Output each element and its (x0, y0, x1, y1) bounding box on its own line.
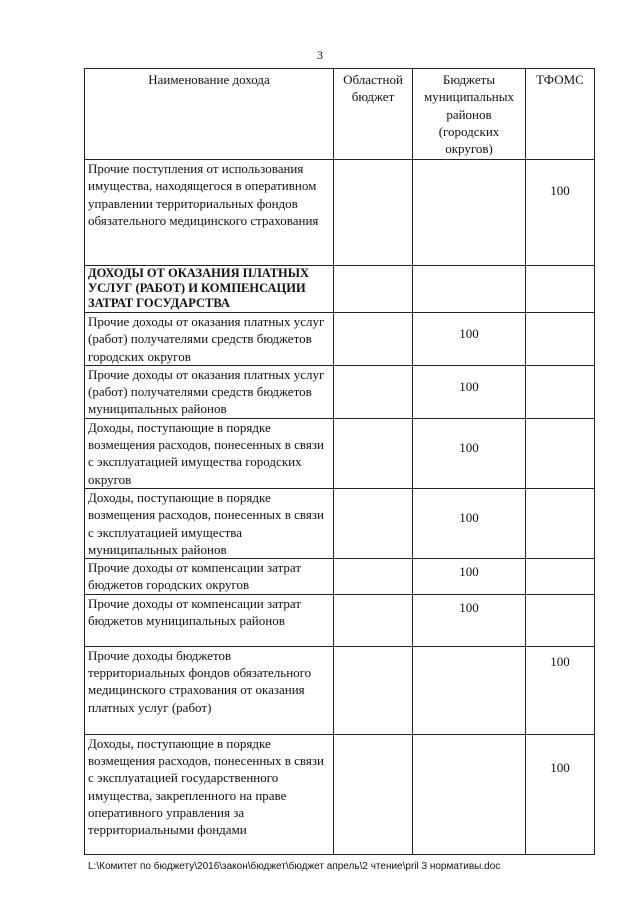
header-revenue-name: Наименование дохода (85, 69, 334, 160)
oblast-budget-cell (334, 313, 413, 366)
oblast-budget-cell (334, 559, 413, 595)
table-row (85, 160, 595, 266)
oblast-budget-cell (334, 365, 413, 418)
norm-value: 100 (459, 564, 479, 580)
header-municipal-budgets: Бюджеты муниципальных районов (городских округов) (413, 69, 526, 160)
tfoms-cell (526, 160, 595, 266)
tfoms-cell (526, 734, 595, 854)
header-tfoms: ТФОМС (526, 69, 595, 160)
norm-value: 100 (459, 326, 479, 341)
section-row (85, 266, 595, 313)
norm-value: 100 (550, 183, 570, 198)
table-row (85, 594, 595, 646)
revenue-name-cell: Прочие доходы от компенсации затрат бюджетов городских округов (85, 559, 334, 595)
table-row (85, 313, 595, 366)
norm-value: 100 (459, 378, 479, 394)
revenue-name-cell: Доходы, поступающие в порядке возмещения расходов, понесенных в связи с эксплуатацией имущества муниципальных районов (85, 488, 334, 558)
revenue-name-cell: ДОХОДЫ ОТ ОКАЗАНИЯ ПЛАТНЫХ УСЛУГ (РАБОТ) И КОМПЕНСАЦИИ ЗАТРАТ ГОСУДАРСТВА (85, 266, 334, 313)
norm-value: 100 (550, 759, 570, 775)
municipal-budget-cell (413, 734, 526, 854)
table-row (85, 418, 595, 488)
municipal-budget-cell (413, 559, 526, 595)
revenue-name-cell: Прочие доходы от оказания платных услуг (работ) получателями средств бюджетов муниципальных районов (85, 365, 334, 418)
municipal-budget-cell (413, 160, 526, 266)
oblast-budget-cell (334, 594, 413, 646)
revenue-name-cell: Доходы, поступающие в порядке возмещения расходов, понесенных в связи с эксплуатацией имущества городских округов (85, 418, 334, 488)
revenue-name-cell: Прочие доходы от оказания платных услуг (работ) получателями средств бюджетов городских округов (85, 313, 334, 366)
table-row (85, 365, 595, 418)
tfoms-cell (526, 313, 595, 366)
norm-value: 100 (459, 509, 479, 525)
revenue-name-cell: Прочие доходы бюджетов территориальных фондов обязательного медицинского страхования от оказания платных услуг (работ) (85, 646, 334, 734)
tfoms-cell (526, 559, 595, 595)
revenue-name-cell: Прочие доходы от компенсации затрат бюджетов муниципальных районов (85, 594, 334, 646)
table-row (85, 559, 595, 595)
municipal-budget-cell (413, 266, 526, 313)
revenue-norms-table (84, 68, 595, 855)
municipal-budget-cell (413, 646, 526, 734)
oblast-budget-cell (334, 488, 413, 558)
table-row (85, 646, 595, 734)
municipal-budget-cell (413, 488, 526, 558)
tfoms-cell (526, 646, 595, 734)
tfoms-cell (526, 365, 595, 418)
oblast-budget-cell (334, 160, 413, 266)
tfoms-cell (526, 266, 595, 313)
municipal-budget-cell (413, 313, 526, 366)
municipal-budget-cell (413, 594, 526, 646)
oblast-budget-cell (334, 734, 413, 854)
oblast-budget-cell (334, 266, 413, 313)
municipal-budget-cell (413, 418, 526, 488)
tfoms-cell (526, 594, 595, 646)
table-row (85, 734, 595, 854)
tfoms-cell (526, 488, 595, 558)
revenue-name-cell: Доходы, поступающие в порядке возмещения расходов, понесенных в связи с эксплуатацией государственного имущества, закрепленного на праве оперативного управления за территориальными фондами (85, 734, 334, 854)
table-row (85, 488, 595, 558)
tfoms-cell (526, 418, 595, 488)
header-oblast-budget: Областной бюджет (334, 69, 413, 160)
oblast-budget-cell (334, 646, 413, 734)
norm-value: 100 (550, 653, 570, 669)
revenue-name-cell: Прочие поступления от использования имущества, находящегося в оперативном управлении территориальных фондов обязательного медицинского страхования (85, 160, 334, 266)
table-body (85, 160, 595, 855)
norm-value: 100 (459, 439, 479, 455)
page-number: 3 (317, 48, 323, 62)
oblast-budget-cell (334, 418, 413, 488)
norm-value: 100 (459, 599, 479, 615)
table-header-row (85, 69, 595, 160)
file-path-footer: L:\Комитет по бюджету\2016\закон\бюджет\бюджет апрель\2 чтение\pril 3 нормативы.doc (88, 861, 501, 872)
municipal-budget-cell (413, 365, 526, 418)
